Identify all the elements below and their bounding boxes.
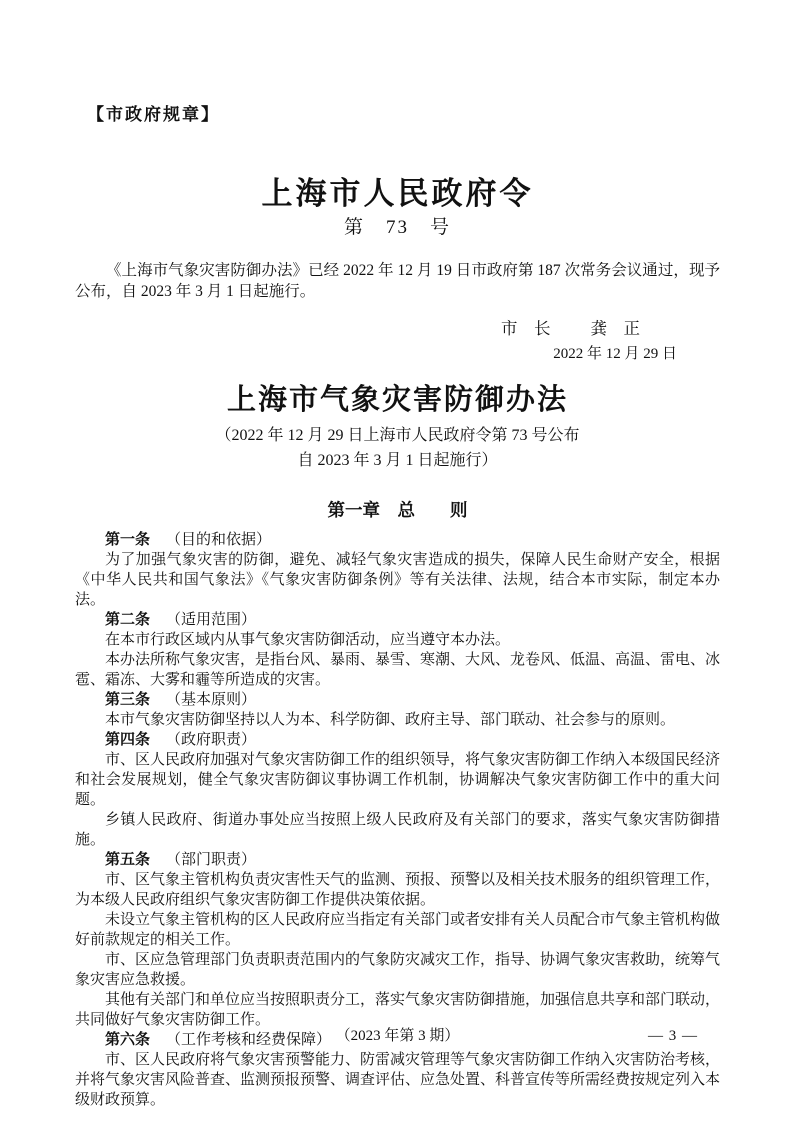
article-3-head — [75, 690, 720, 710]
regulation-publication-note — [75, 423, 720, 473]
article-paragraph: 市、区人民政府加强对气象灾害防御工作的组织领导，将气象灾害防御工作纳入本级国民经济和社会发展规划，健全气象灾害防御议事协调工作机制，协调解决气象灾害防御工作中的重大问题。 — [75, 751, 721, 808]
article-1-head — [75, 530, 720, 550]
article-4 — [75, 730, 720, 850]
signer-name: 龚 正 — [590, 319, 640, 339]
page-footer — [75, 1026, 720, 1046]
chapter-heading: 第一章 总 则 — [327, 499, 468, 520]
article-number: 第五条 — [105, 850, 151, 868]
article-2 — [75, 610, 720, 690]
article-paragraph: 市、区人民政府将气象灾害预警能力、防雷减灾管理等气象灾害防御工作纳入灾害防治考核，并将气象灾害风险普查、监测预报预警、调查评估、应急处置、科普宣传等所需经费按规定列入本级财政预算。 — [75, 1051, 721, 1108]
article-2-head — [75, 610, 720, 630]
article-heading: （工作考核和经费保障） — [166, 1031, 332, 1048]
article-paragraph: 市、区应急管理部门负责职责范围内的气象防灾减灾工作，指导、协调气象灾害救助，统筹气象灾害应急救援。 — [75, 951, 721, 988]
article-1 — [75, 530, 720, 610]
page-number: — 3 — — [648, 1028, 698, 1044]
article-paragraph: 为了加强气象灾害的防御，避免、减轻气象灾害造成的损失，保障人民生命财产安全，根据《中华人民共和国气象法》《气象灾害防御条例》等有关法律、法规，结合本市实际，制定本办法。 — [75, 551, 720, 608]
article-heading: （部门职责） — [166, 851, 257, 868]
article-number: 第六条 — [105, 1030, 151, 1048]
article-heading: （基本原则） — [166, 691, 257, 708]
article-paragraph: 在本市行政区域内从事气象灾害防御活动，应当遵守本办法。 — [105, 631, 511, 648]
article-3 — [75, 690, 720, 730]
publication-line-2: 自 2023 年 3 月 1 日起施行） — [297, 451, 498, 469]
category-tag: 【市政府规章】 — [87, 105, 220, 124]
issue-label: （2023 年第 3 期） — [335, 1028, 460, 1044]
signature-line — [75, 320, 640, 338]
article-heading: （适用范围） — [166, 611, 257, 628]
article-number: 第三条 — [105, 690, 151, 708]
article-paragraph: 本市气象灾害防御坚持以人为本、科学防御、政府主导、部门联动、社会参与的原则。 — [105, 711, 676, 728]
article-paragraph: 乡镇人民政府、街道办事处应当按照上级人民政府及有关部门的要求，落实气象灾害防御措施。 — [75, 811, 720, 848]
regulation-title: 上海市气象灾害防御办法 — [226, 384, 568, 417]
article-paragraph: 市、区气象主管机构负责灾害性天气的监测、预报、预警以及相关技术服务的组织管理工作，为本级人民政府组织气象灾害防御工作提供决策依据。 — [75, 871, 721, 908]
article-paragraph: 本办法所称气象灾害，是指台风、暴雨、暴雪、寒潮、大风、龙卷风、低温、高温、雷电、冰雹、霜冻、大雾和霾等所造成的灾害。 — [75, 651, 721, 688]
article-5-head — [75, 850, 720, 870]
article-4-head — [75, 730, 720, 750]
article-paragraph: 其他有关部门和单位应当按照职责分工，落实气象灾害防御措施，加强信息共享和部门联动，共同做好气象灾害防御工作。 — [75, 991, 721, 1028]
signature-block — [75, 320, 720, 363]
article-paragraph: 未设立气象主管机构的区人民政府应当指定有关部门或者安排有关人员配合市气象主管机构做好前款规定的相关工作。 — [75, 911, 721, 948]
article-number: 第四条 — [105, 730, 151, 748]
order-number: 第 73 号 — [343, 217, 451, 239]
signature-date: 2022 年 12 月 29 日 — [553, 346, 677, 363]
order-title: 上海市人民政府令 — [261, 176, 534, 211]
article-heading: （目的和依据） — [166, 531, 272, 548]
signer-title: 市 长 — [501, 319, 551, 339]
article-5 — [75, 850, 720, 1030]
publication-line-1: （2022 年 12 月 29 日上海市人民政府令第 73 号公布 — [215, 426, 580, 444]
article-heading: （政府职责） — [166, 731, 257, 748]
order-body-paragraph: 《上海市气象灾害防御办法》已经 2022 年 12 月 19 日市政府第 187 次常务会议通过，现予公布，自 2023 年 3 月 1 日起施行。 — [75, 262, 720, 301]
articles-section — [75, 530, 720, 1110]
article-number: 第一条 — [105, 530, 151, 548]
article-number: 第二条 — [105, 610, 151, 628]
